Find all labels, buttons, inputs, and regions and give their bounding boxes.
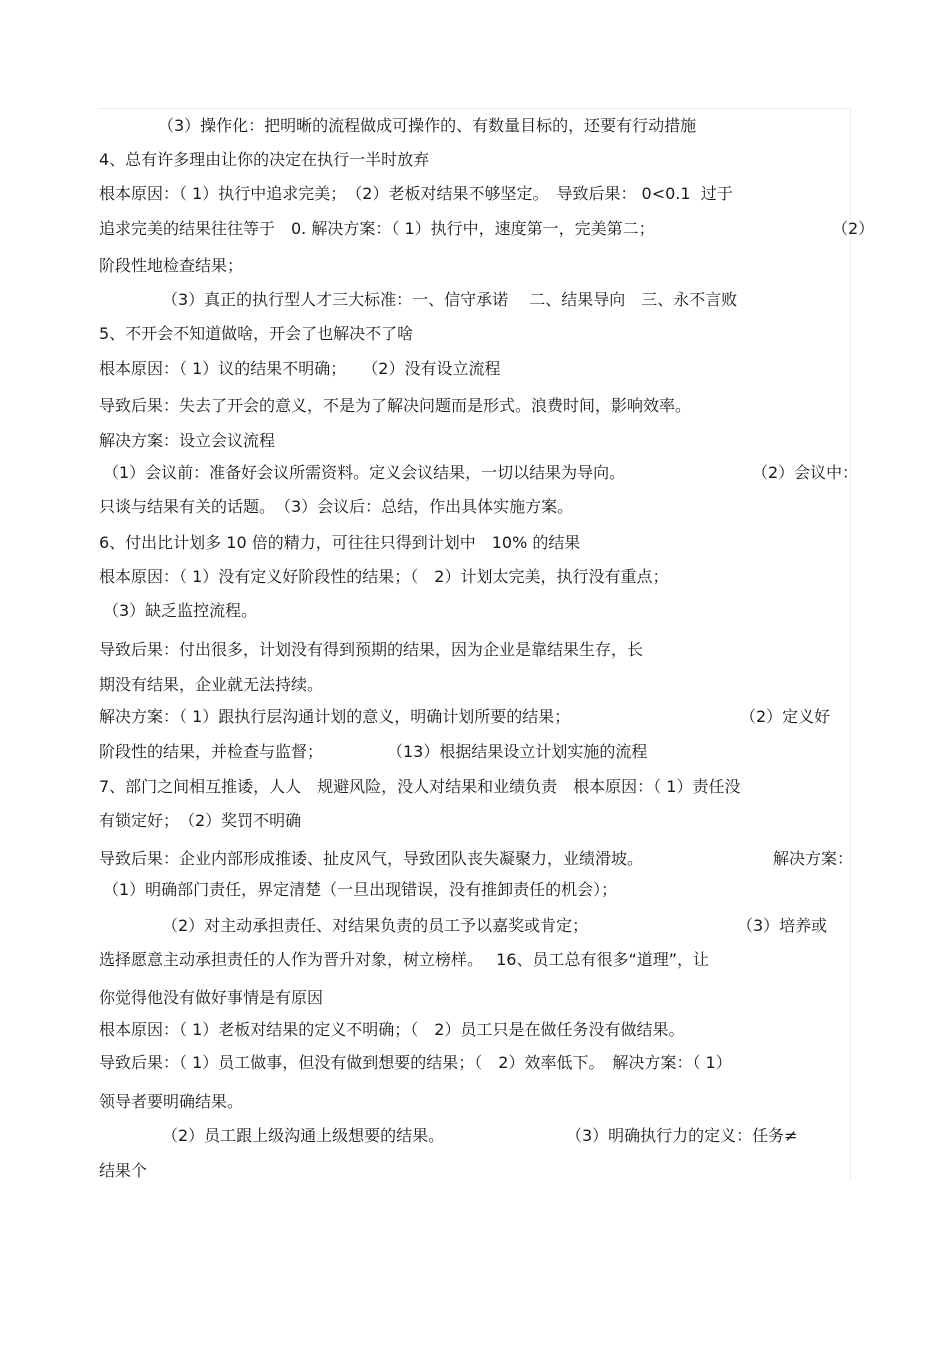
text-line: 有锁定好； （2）奖罚不明确 <box>99 811 302 830</box>
text-line: （2）对主动承担责任、对结果负责的员工予以嘉奖或肯定； <box>162 916 589 935</box>
text-line: 结果个 <box>99 1161 148 1180</box>
text-line: 阶段性的结果，并检查与监督； （13）根据结果设立计划实施的流程 <box>99 742 648 761</box>
page-border-top <box>98 108 850 109</box>
text-line: 领导者要明确结果。 <box>99 1092 244 1111</box>
text-line: 解决方案：（ 1）跟执行层沟通计划的意义，明确计划所要的结果； <box>99 707 571 726</box>
text-line: 选择愿意主动承担责任的人作为晋升对象，树立榜样。 16、员工总有很多“道理”，让 <box>99 950 710 969</box>
text-line: 导致后果：企业内部形成推诿、扯皮风气，导致团队丧失凝聚力，业绩滑坡。 <box>99 849 644 868</box>
text-line: 期没有结果，企业就无法持续。 <box>99 675 324 694</box>
text-line: 根本原因：（ 1）议的结果不明确； （2）没有设立流程 <box>99 359 501 378</box>
text-line: 导致后果：（ 1）员工做事，但没有做到想要的结果；（ 2）效率低下。 解决方案：（ 1） <box>99 1053 732 1072</box>
section-heading: 4、总有许多理由让你的决定在执行一半时放弃 <box>99 150 430 169</box>
text-line: （3）操作化：把明晰的流程做成可操作的、有数量目标的，还要有行动措施 <box>158 116 697 135</box>
text-line: （3）真正的执行型人才三大标准：一、信守承诺 二、结果导向 三、永不言败 <box>162 290 738 309</box>
text-line: （2）定义好 <box>740 707 831 726</box>
text-line: （1）明确部门责任，界定清楚（一旦出现错误，没有推卸责任的机会）； <box>103 880 618 899</box>
text-line: 解决方案：设立会议流程 <box>99 431 276 450</box>
text-line: 导致后果：付出很多，计划没有得到预期的结果，因为企业是靠结果生存，长 <box>99 640 644 659</box>
text-line: 根本原因：（ 1）没有定义好阶段性的结果；（ 2）计划太完美，执行没有重点； <box>99 567 669 586</box>
text-line: （1）会议前：准备好会议所需资料。定义会议结果，一切以结果为导向。 <box>103 463 626 482</box>
text-line: 根本原因：（ 1）执行中追求完美； （2）老板对结果不够坚定。 导致后果： 0<0.1 过于 <box>99 184 733 203</box>
text-line: （3）明确执行力的定义：任务≠ <box>566 1126 798 1145</box>
section-heading: 6、付出比计划多 10 倍的精力，可往往只得到计划中 10% 的结果 <box>99 533 581 552</box>
page-border-right <box>850 108 851 1180</box>
text-line: （2）员工跟上级沟通上级想要的结果。 <box>162 1126 445 1145</box>
text-line: 根本原因：（ 1）老板对结果的定义不明确；（ 2）员工只是在做任务没有做结果。 <box>99 1020 685 1039</box>
text-line: 阶段性地检查结果； <box>99 256 244 275</box>
text-line: （2）会议中： <box>752 463 859 482</box>
text-line: 只谈与结果有关的话题。 （3）会议后：总结，作出具体实施方案。 <box>99 497 574 516</box>
text-line: 你觉得他没有做好事情是有原因 <box>99 988 324 1007</box>
text-line: 导致后果：失去了开会的意义，不是为了解决问题而是形式。浪费时间，影响效率。 <box>99 396 692 415</box>
text-line: （3）培养或 <box>737 916 828 935</box>
section-heading: 5、不开会不知道做啥，开会了也解决不了啥 <box>99 324 414 343</box>
text-line: （2） <box>832 219 875 238</box>
section-heading: 7、部门之间相互推诿，人人 规避风险，没人对结果和业绩负责 根本原因：（ 1）责任没 <box>99 777 741 796</box>
text-line: （3）缺乏监控流程。 <box>103 601 258 620</box>
text-line: 追求完美的结果往往等于 0. 解决方案：（ 1）执行中，速度第一，完美第二； <box>99 219 655 238</box>
text-line: 解决方案： <box>773 849 854 868</box>
